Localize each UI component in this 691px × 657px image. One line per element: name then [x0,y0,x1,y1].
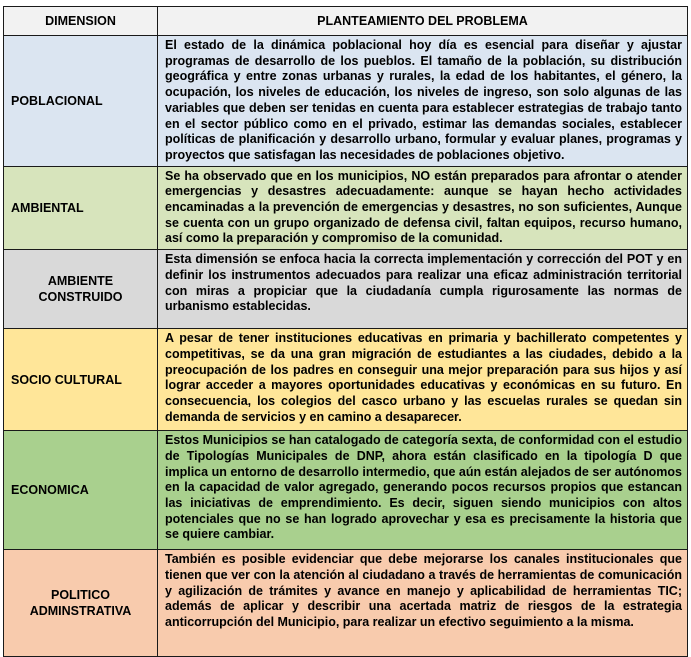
dimension-cell: SOCIO CULTURAL [4,329,158,431]
table-row [4,36,688,167]
problem-cell: Se ha observado que en los municipios, NO están preparados para afrontar o atender emergencias y desastres adecuadamente: aunque se hayan hecho actividades encaminadas a la prevención de emergencias y desastres, no son suficientes, Aunque se cuenta con un grupo organizado de defensa civil, faltan equipos, recurso humano, así como la preparación y compromiso de la comunidad. [158,166,688,250]
problem-header: PLANTEAMIENTO DEL PROBLEMA [158,7,688,36]
problem-cell: Esta dimensión se enfoca hacia la correcta implementación y corrección del POT y en definir los instrumentos adecuados para realizar una eficaz administración territorial con miras a propiciar que la ciudadanía cumpla rigurosamente las normas de urbanismo establecidas. [158,250,688,329]
header-row [4,7,688,36]
problem-cell: El estado de la dinámica poblacional hoy día es esencial para diseñar y ajustar programas de desarrollo de los pueblos. El tamaño de la población, su distribución geográfica y entre zonas urbanas y rurales, la edad de los habitantes, el género, la ocupación, los niveles de educación, los niveles de ingreso, son solo algunas de las variables que deben ser tenidas en cuenta para establecer estrategias de trabajo tanto en el sector público como en el privado, estimar las demandas sociales, establecer políticas de planificación y desarrollo urbano, formular y evaluar planes, programas y proyectos que satisfagan las necesidades de poblaciones objetivo. [158,36,688,167]
table-row [4,250,688,329]
dimension-cell: POLITICO ADMINSTRATIVA [4,550,158,657]
dimension-cell: ECONOMICA [4,431,158,550]
problem-cell: Estos Municipios se han catalogado de categoría sexta, de conformidad con el estudio de Tipologías Municipales de DNP, ahora están clasificado en la tipología D que implica un entorno de desarrollo intermedio, que aún están alejados de ser autónomos en la capacidad de valor agregado, generando pocos recursos propios que estancan las iniciativas de emprendimiento. Es decir, siguen siendo municipios con altos potenciales que no se han logrado aprovechar y esa es precisamente la historia que se quiere cambiar. [158,431,688,550]
table-row [4,329,688,431]
dimension-header: DIMENSION [4,7,158,36]
problem-cell: A pesar de tener instituciones educativas en primaria y bachillerato competentes y competitivas, se da una gran migración de estudiantes a las ciudades, debido a la preocupación de los padres en conseguir una mejor preparación para sus hijos y así lograr acceder a mayores oportunidades educativas y económicas en su futuro. En consecuencia, los colegios del casco urbano y las escuelas rurales se quedan sin demanda de servicios y en camino a desaparecer. [158,329,688,431]
table-row [4,431,688,550]
table-row [4,550,688,657]
dimension-cell: POBLACIONAL [4,36,158,167]
problem-statement-table [3,6,688,657]
problem-cell: También es posible evidenciar que debe mejorarse los canales institucionales que tienen que ver con la atención al ciudadano a través de herramientas de comunicación y agilización de trámites y avance en manejo y aplicabilidad de herramientas TIC; además de aplicar y describir una acertada matriz de riesgos de la estrategia anticorrupción del Municipio, para realizar un efectivo seguimiento a la misma. [158,550,688,657]
dimension-cell: AMBIENTE CONSTRUIDO [4,250,158,329]
dimension-cell: AMBIENTAL [4,166,158,250]
table-row [4,166,688,250]
